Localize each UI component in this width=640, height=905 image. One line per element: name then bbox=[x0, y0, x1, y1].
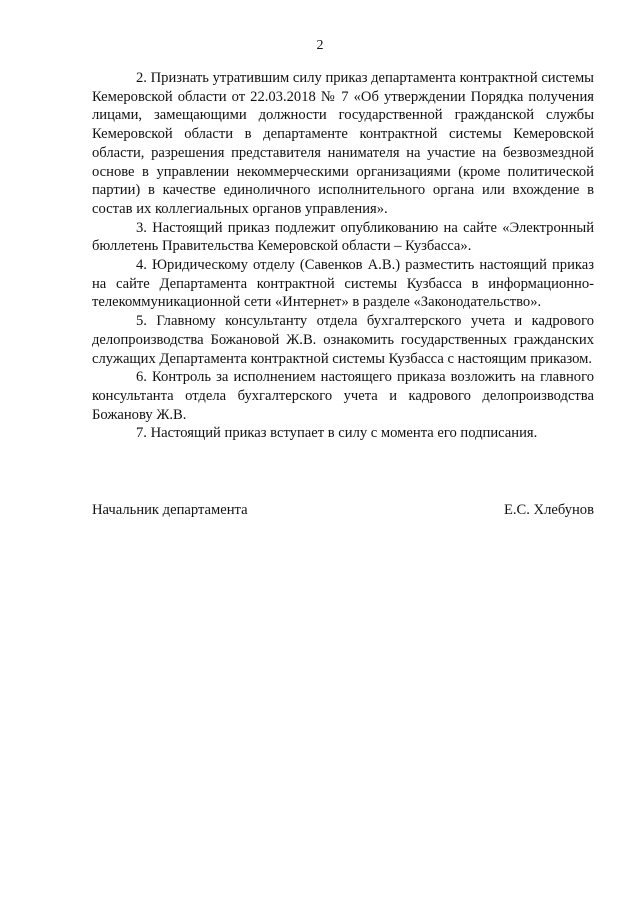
document-body bbox=[92, 69, 594, 443]
signatory-position: Начальник департамента bbox=[92, 502, 248, 518]
paragraph-item-3: 3. Настоящий приказ подлежит опубликованию на сайте «Электронный бюллетень Правительства Кемеровской области – Кузбасса». bbox=[92, 219, 594, 255]
paragraph-item-4: 4. Юридическому отделу (Савенков А.В.) разместить настоящий приказ на сайте Департамента контрактной системы Кузбасса в информационно-телекоммуникационной сети «Интернет» в разделе «Законодательство». bbox=[92, 257, 594, 311]
paragraph-item-7: 7. Настоящий приказ вступает в силу с момента его подписания. bbox=[136, 425, 538, 442]
paragraph-item-2: 2. Признать утратившим силу приказ департамента контрактной системы Кемеровской области от 22.03.2018 № 7 «Об утверждении Порядка получения лицами, замещающими должности государственной гражданской службы Кемеровской области в департаменте контрактной системы Кемеровской области, разрешения представителя нанимателя на участие на безвозмездной основе в управлении некоммерческими организациями (кроме политической партии) в качестве единоличного исполнительного органа или вхождение в состав их коллегиальных органов управления». bbox=[92, 70, 594, 217]
paragraph-item-5: 5. Главному консультанту отдела бухгалтерского учета и кадрового делопроизводства Божановой Ж.В. ознакомить государственных гражданских служащих Департамента контрактной системы Кузбасса с настоящим приказом. bbox=[92, 313, 594, 367]
signature-block bbox=[92, 502, 594, 519]
signatory-name: Е.С. Хлебунов bbox=[503, 502, 594, 518]
paragraph-item-6: 6. Контроль за исполнением настоящего приказа возложить на главного консультанта отдела бухгалтерского учета и кадрового делопроизводства Божанову Ж.В. bbox=[92, 369, 594, 423]
page-number: 2 bbox=[316, 38, 324, 53]
